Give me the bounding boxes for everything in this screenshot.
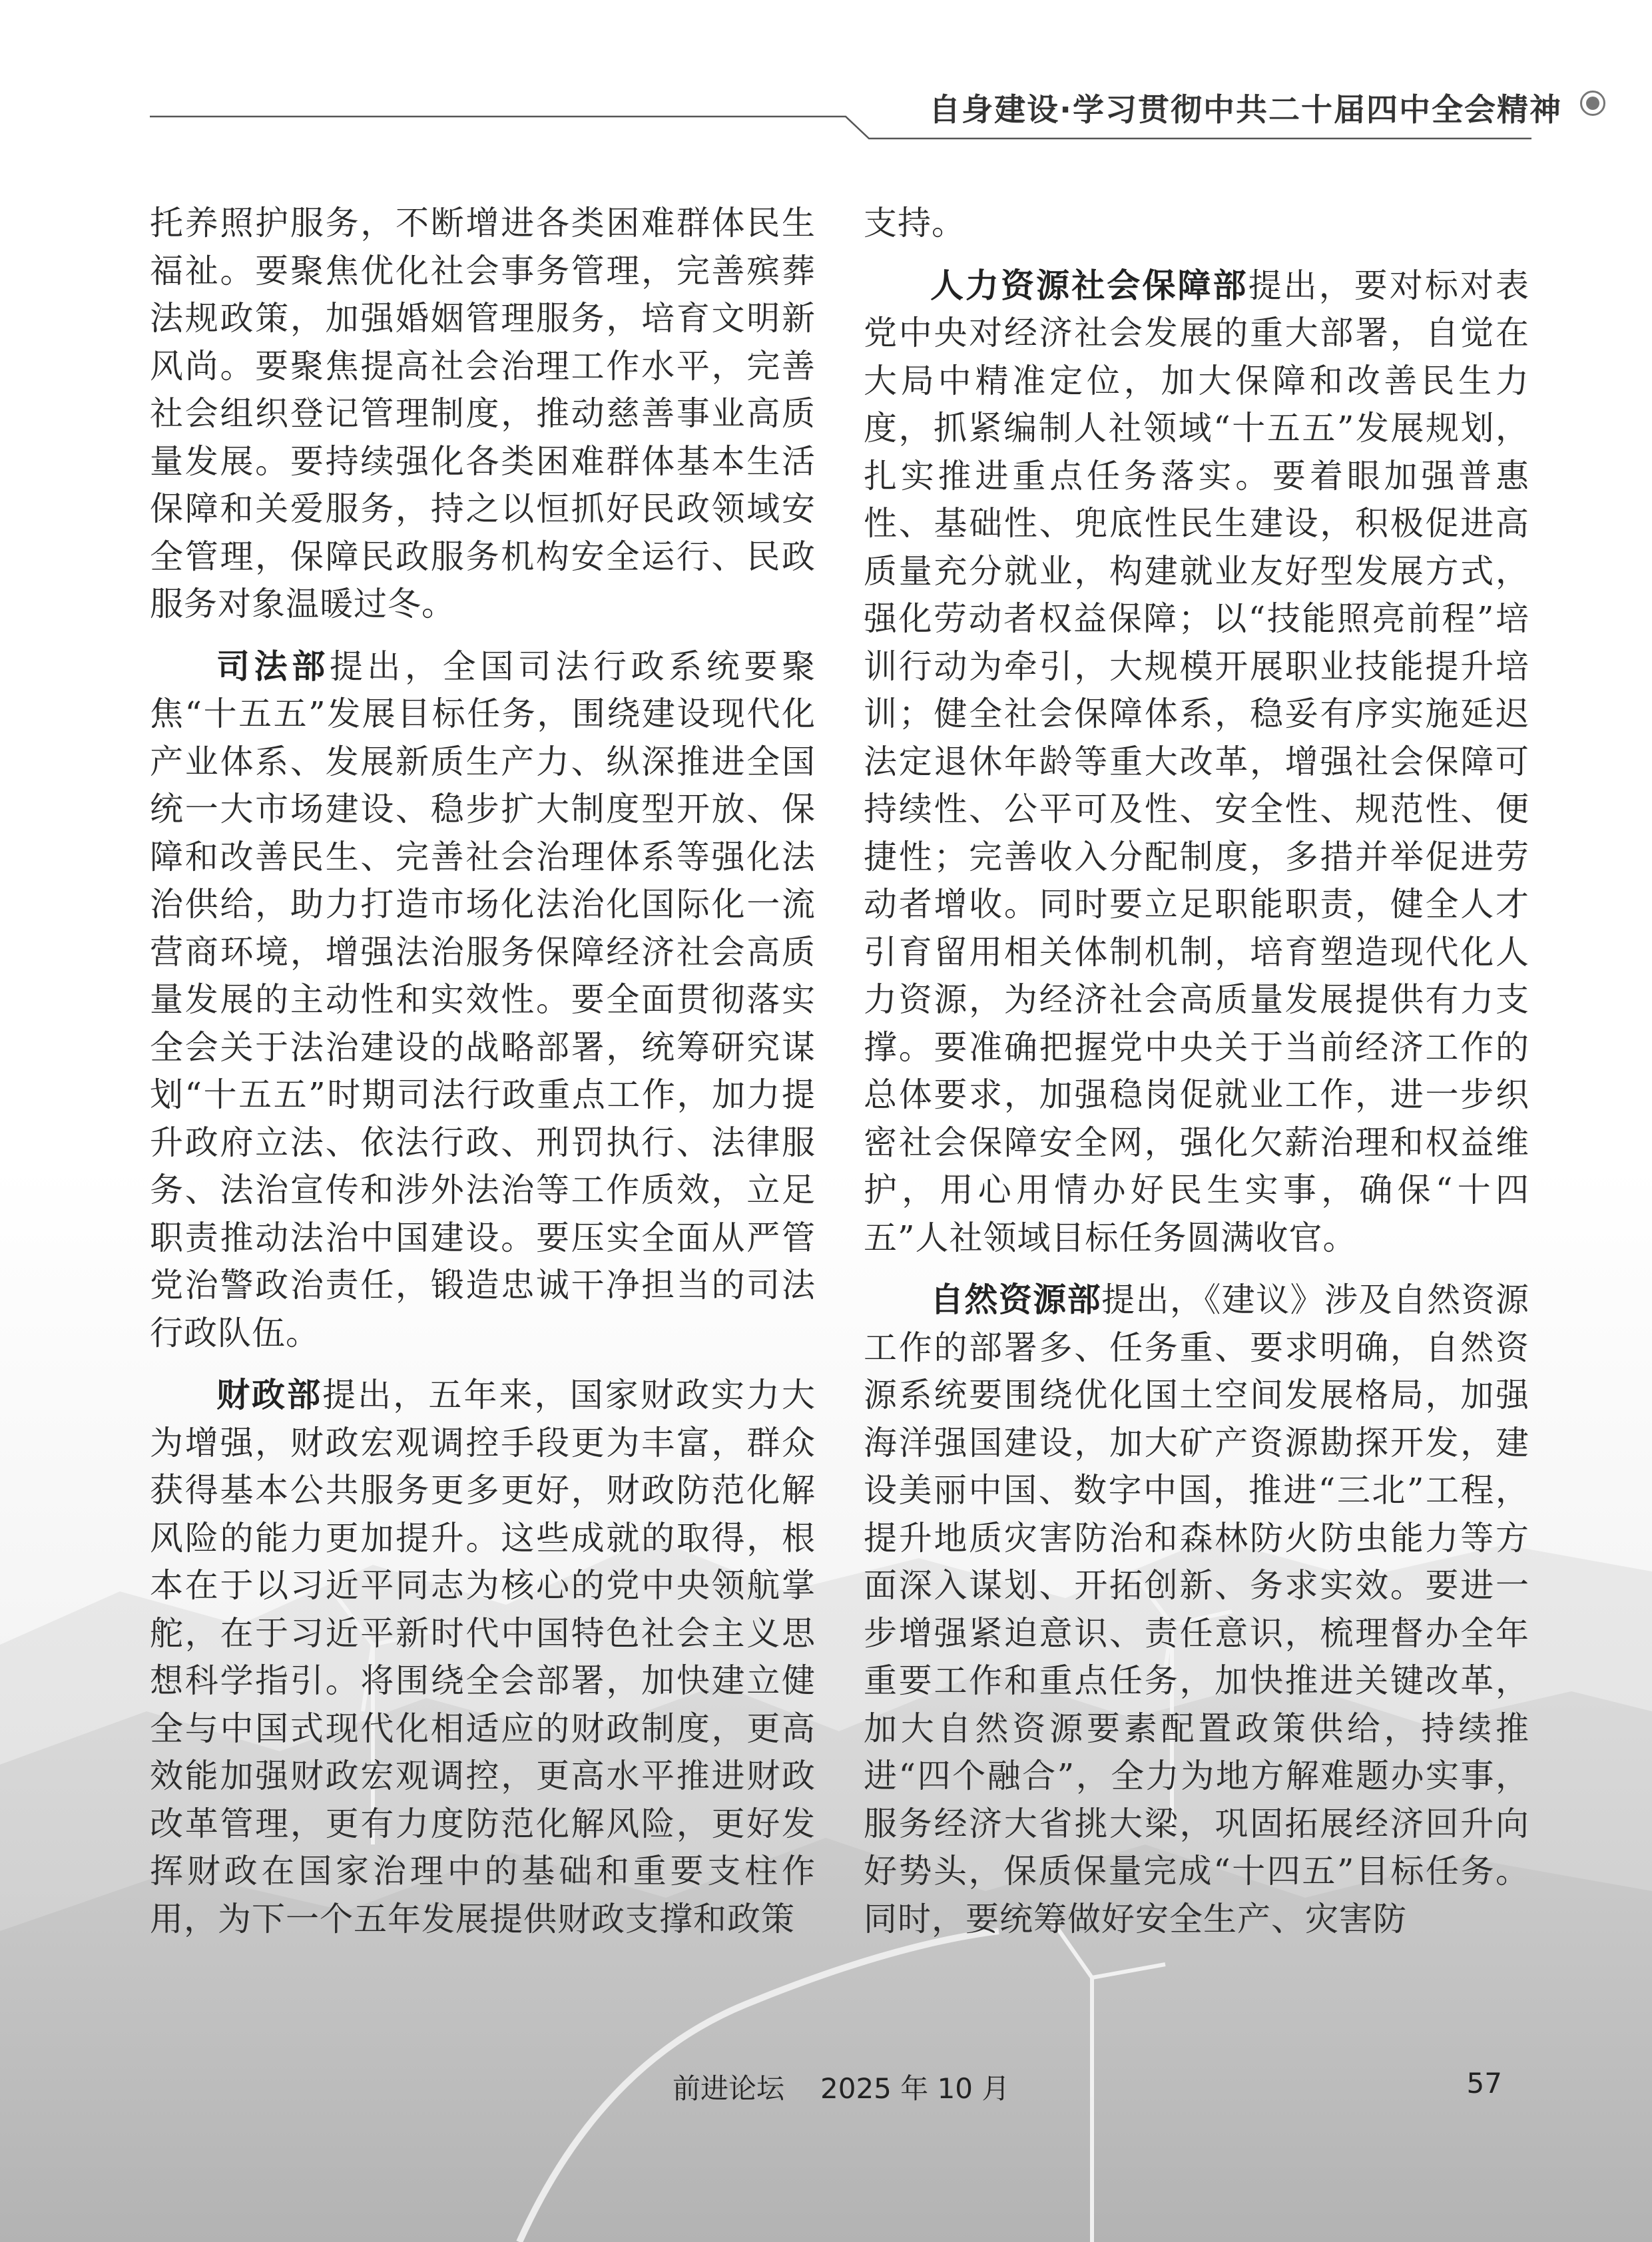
left-column (150, 200, 816, 1943)
paragraph-body: 提出，五年来，国家财政实力大为增强，财政宏观调控手段更为丰富，群众获得基本公共服务更多更好，财政防范化解风险的能力更加提升。这些成就的取得，根本在于以习近平同志为核心的党中央领航掌舵，在于习近平新时代中国特色社会主义思想科学指引。将围绕全会部署，加快建立健全与中国式现代化相适应的财政制度，更高效能加强财政宏观调控，更高水平推进财政改革管理，更有力度防范化解风险，更好发挥财政在国家治理中的基础和重要支柱作用，为下一个五年发展提供财政支撑和政策 (150, 1376, 816, 1938)
right-column (864, 200, 1529, 1943)
header-section: 自身建设 (929, 92, 1060, 129)
footer-issue-date: 2025 年 10 月 (820, 2072, 1010, 2105)
header-circle-icon (1580, 91, 1605, 116)
paragraph: 支持。 (864, 204, 965, 242)
paragraph-lead: 财政部 (216, 1376, 323, 1414)
header-title (929, 85, 1562, 130)
paragraph: 托养照护服务，不断增进各类困难群体民生福祉。要聚焦优化社会事务管理，完善殡葬法规政策，加强婚姻管理服务，培育文明新风尚。要聚焦提高社会治理工作水平，完善社会组织登记管理制度，推动慈善事业高质量发展。要持续强化各类困难群体基本生活保障和关爱服务，持之以恒抓好民政领域安全管理，保障民政服务机构安全运行、民政服务对象温暖过冬。 (150, 204, 816, 623)
paragraph-caizhengbu (150, 1372, 816, 1943)
paragraph-ziranziyuanbu (864, 1276, 1529, 1943)
footer-journal-name: 前进论坛 (673, 2072, 785, 2105)
paragraph-lead: 自然资源部 (930, 1280, 1102, 1319)
header-separator: · (1059, 92, 1073, 129)
paragraph-body: 提出，全国司法行政系统要聚焦“十五五”发展目标任务，围绕建设现代化产业体系、发展新质生产力、纵深推进全国统一大市场建设、稳步扩大制度型开放、保障和改善民生、完善社会治理体系等强化法治供给，助力打造市场化法治化国际化一流营商环境，增强法治服务保障经济社会高质量发展的主动性和实效性。要全面贯彻落实全会关于法治建设的战略部署，统筹研究谋划“十五五”时期司法行政重点工作，加力提升政府立法、依法行政、刑罚执行、法律服务、法治宣传和涉外法治等工作质效，立足职责推动法治中国建设。要压实全面从严管党治警政治责任，锻造忠诚干净担当的司法行政队伍。 (150, 647, 816, 1352)
paragraph-body: 提出，《建议》涉及自然资源工作的部署多、任务重、要求明确，自然资源系统要围绕优化国土空间发展格局，加强海洋强国建设，加大矿产资源勘探开发，建设美丽中国、数字中国，推进“三北”工程，提升地质灾害防治和森林防火防虫能力等方面深入谋划、开拓创新、务求实效。要进一步增强紧迫意识、责任意识，梳理督办全年重要工作和重点任务，加快推进关键改革，加大自然资源要素配置政策供给，持续推进“四个融合”，全力为地方解难题办实事，服务经济大省挑大梁，巩固拓展经济回升向好势头，保质保量完成“十四五”目标任务。同时，要统筹做好安全生产、灾害防 (864, 1280, 1530, 1938)
paragraph-body: 提出，要对标对表党中央对经济社会发展的重大部署，自觉在大局中精准定位，加大保障和改善民生力度，抓紧编制人社领域“十五五”发展规划，扎实推进重点任务落实。要着眼加强普惠性、基础性、兜底性民生建设，积极促进高质量充分就业，构建就业友好型发展方式，强化劳动者权益保障；以“技能照亮前程”培训行动为牵引，大规模开展职业技能提升培训；健全社会保障体系，稳妥有序实施延迟法定退休年龄等重大改革，增强社会保障可持续性、公平可及性、安全性、规范性、便捷性；完善收入分配制度，多措并举促进劳动者增收。同时要立足职能职责，健全人才引育留用相关体制机制，培育塑造现代化人力资源，为经济社会高质量发展提供有力支撑。要准确把握党中央关于当前经济工作的总体要求，加强稳岗促就业工作，进一步织密社会保障安全网，强化欠薪治理和权益维护，用心用情办好民生实事，确保“十四五”人社领域目标任务圆满收官。 (864, 266, 1529, 1257)
paragraph-sifabu (150, 643, 816, 1358)
paragraph-renshebu (864, 262, 1529, 1262)
paragraph-lead: 人力资源社会保障部 (930, 266, 1248, 305)
page-number: 57 (1466, 2067, 1502, 2100)
header-topic: 学习贯彻中共二十届四中全会精神 (1073, 92, 1562, 129)
paragraph-lead: 司法部 (216, 647, 330, 686)
